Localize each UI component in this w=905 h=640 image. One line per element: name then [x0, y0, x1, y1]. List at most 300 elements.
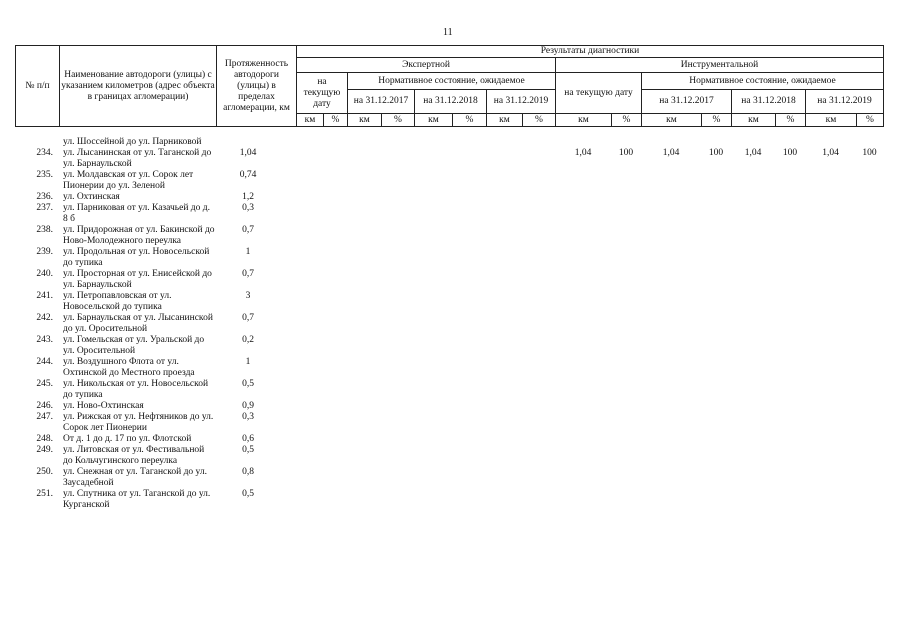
row-value [296, 467, 323, 489]
road-length: 1,2 [242, 192, 254, 202]
row-value [381, 203, 414, 225]
row-value [323, 467, 347, 489]
row-value [775, 269, 805, 291]
row-value [775, 412, 805, 434]
col-length-header: Протяженность автодороги (улицы) в пределах агломерации, км [217, 46, 297, 127]
row-number: 235. [36, 170, 53, 180]
row-value [555, 269, 611, 291]
row-value [701, 445, 731, 467]
row-value [641, 203, 701, 225]
row-value [805, 313, 856, 335]
row-value [323, 291, 347, 313]
row-value [522, 379, 555, 401]
table-row [15, 434, 883, 445]
road-length: 0,5 [242, 489, 254, 499]
row-value [452, 445, 486, 467]
row-value [381, 170, 414, 192]
row-value [486, 379, 522, 401]
row-value [347, 247, 381, 269]
row-value [347, 467, 381, 489]
row-value [452, 467, 486, 489]
row-value [452, 291, 486, 313]
row-value [805, 379, 856, 401]
row-value [701, 269, 731, 291]
row-value [856, 170, 883, 192]
table-header [15, 45, 884, 127]
row-value [323, 412, 347, 434]
unit-pct: % [453, 114, 487, 127]
row-value [611, 335, 641, 357]
row-value [611, 379, 641, 401]
row-value [486, 192, 522, 203]
row-value: 1,04 [744, 148, 762, 158]
row-number: 251. [36, 489, 53, 499]
row-value [296, 203, 323, 225]
row-value [701, 247, 731, 269]
row-value [701, 401, 731, 412]
row-number: 236. [36, 192, 53, 202]
row-value: 100 [708, 148, 724, 158]
row-value [731, 401, 775, 412]
row-value [323, 401, 347, 412]
row-value [381, 247, 414, 269]
row-value [611, 313, 641, 335]
row-value [522, 412, 555, 434]
row-value [611, 489, 641, 511]
row-value [731, 445, 775, 467]
row-value [296, 192, 323, 203]
row-value [805, 445, 856, 467]
row-value [775, 467, 805, 489]
unit-km: км [487, 114, 523, 127]
row-value [856, 401, 883, 412]
row-value [486, 247, 522, 269]
row-value [296, 170, 323, 192]
row-value [486, 357, 522, 379]
row-value [414, 313, 452, 335]
road-length: 0,9 [242, 401, 254, 411]
row-value [522, 401, 555, 412]
road-name: ул. Воздушного Флота от ул. Охтинской до Местного проезда [63, 357, 195, 378]
row-value [641, 192, 701, 203]
unit-pct: % [523, 114, 556, 127]
row-value [555, 445, 611, 467]
row-number: 243. [36, 335, 53, 345]
table-row [15, 412, 883, 434]
row-value [775, 379, 805, 401]
road-name: От д. 1 до д. 17 по ул. Флотской [63, 434, 192, 444]
row-value [701, 203, 731, 225]
row-value [452, 401, 486, 412]
road-length: 0,5 [242, 445, 254, 455]
row-value [522, 192, 555, 203]
expert-date-2018: на 31.12.2018 [415, 90, 487, 114]
row-value [701, 379, 731, 401]
row-value [381, 489, 414, 511]
table-row [15, 203, 883, 225]
row-value [856, 225, 883, 247]
row-value [452, 489, 486, 511]
row-value [452, 148, 486, 170]
row-value [347, 313, 381, 335]
row-value [414, 148, 452, 170]
row-value [486, 203, 522, 225]
row-value [414, 401, 452, 412]
row-value [555, 291, 611, 313]
row-value [805, 225, 856, 247]
road-name: ул. Лысанинская от ул. Таганской до ул. Барнаульской [63, 148, 212, 169]
row-value [522, 269, 555, 291]
row-value [731, 225, 775, 247]
row-value [805, 357, 856, 379]
row-number: 247. [36, 412, 53, 422]
table-row [15, 401, 883, 412]
road-length: 0,6 [242, 434, 254, 444]
row-value [775, 291, 805, 313]
row-value [414, 335, 452, 357]
row-value [414, 412, 452, 434]
row-value [323, 379, 347, 401]
expert-date-2017: на 31.12.2017 [348, 90, 415, 114]
expert-date-2019: на 31.12.2019 [487, 90, 556, 114]
row-value [414, 357, 452, 379]
row-value [701, 313, 731, 335]
instr-current-header: на текущую дату [556, 73, 642, 114]
row-value [731, 247, 775, 269]
table-body [15, 137, 883, 511]
row-value [856, 313, 883, 335]
road-length: 3 [245, 291, 251, 301]
row-value [381, 357, 414, 379]
col-name-header: Наименование автодороги (улицы) с указанием километров (адрес объекта в границах агломерации) [60, 46, 217, 127]
road-name: ул. Снежная от ул. Таганской до ул. Заусадебной [63, 467, 207, 488]
row-value [701, 357, 731, 379]
row-value [486, 269, 522, 291]
row-value [856, 335, 883, 357]
row-value [701, 170, 731, 192]
row-value [856, 357, 883, 379]
row-value [611, 269, 641, 291]
row-value [731, 379, 775, 401]
row-value: 1,04 [574, 148, 592, 158]
instr-normative-header: Нормативное состояние, ожидаемое [642, 73, 884, 90]
row-value: 1,04 [662, 148, 680, 158]
road-name: ул. Барнаульская от ул. Лысанинской до ул. Оросительной [63, 313, 213, 334]
row-value [805, 335, 856, 357]
row-value [555, 335, 611, 357]
row-value [805, 203, 856, 225]
row-value [856, 192, 883, 203]
row-value [347, 412, 381, 434]
row-value [731, 412, 775, 434]
row-value [731, 335, 775, 357]
row-value [522, 357, 555, 379]
row-value [347, 291, 381, 313]
row-value [856, 247, 883, 269]
row-value [701, 137, 731, 148]
row-number: 241. [36, 291, 53, 301]
row-value [611, 192, 641, 203]
row-value [805, 170, 856, 192]
row-value [775, 489, 805, 511]
row-value [296, 137, 323, 148]
row-value [347, 401, 381, 412]
row-value [775, 357, 805, 379]
row-value [323, 335, 347, 357]
row-value [731, 357, 775, 379]
row-value [486, 313, 522, 335]
row-value [555, 357, 611, 379]
row-value [381, 379, 414, 401]
road-length: 1 [245, 247, 251, 257]
road-name: ул. Придорожная от ул. Бакинской до Ново-Молодежного переулка [63, 225, 215, 246]
row-value [701, 434, 731, 445]
row-value [381, 148, 414, 170]
row-value [414, 192, 452, 203]
row-value [522, 225, 555, 247]
row-value [522, 489, 555, 511]
row-value [323, 148, 347, 170]
expert-header: Экспертной [297, 58, 556, 73]
road-length [216, 137, 296, 148]
row-value [856, 467, 883, 489]
road-name: ул. Петропавловская от ул. Новосельской до тупика [63, 291, 172, 312]
row-value [414, 170, 452, 192]
row-value [486, 137, 522, 148]
expert-normative-header: Нормативное состояние, ожидаемое [348, 73, 556, 90]
row-number: 248. [36, 434, 53, 444]
row-value [856, 412, 883, 434]
row-value [486, 412, 522, 434]
row-value [775, 137, 805, 148]
row-value [611, 203, 641, 225]
row-value [555, 247, 611, 269]
row-value [555, 203, 611, 225]
row-value [522, 291, 555, 313]
row-value [452, 412, 486, 434]
row-value [641, 137, 701, 148]
row-value [414, 445, 452, 467]
road-length: 0,7 [242, 225, 254, 235]
row-value [347, 335, 381, 357]
row-value [381, 434, 414, 445]
row-value [805, 401, 856, 412]
road-name: ул. Охтинская [63, 192, 120, 202]
row-value [555, 412, 611, 434]
row-value [486, 434, 522, 445]
row-value [323, 203, 347, 225]
row-value [414, 225, 452, 247]
row-value [555, 192, 611, 203]
row-value [731, 434, 775, 445]
row-value [323, 357, 347, 379]
row-value [347, 357, 381, 379]
row-value [856, 203, 883, 225]
table-row [15, 313, 883, 335]
row-value [323, 434, 347, 445]
row-value [641, 225, 701, 247]
results-header: Результаты диагностики [297, 46, 884, 58]
row-value [522, 247, 555, 269]
table-row [15, 170, 883, 192]
row-value [856, 434, 883, 445]
row-number: 250. [36, 467, 53, 477]
row-value [641, 170, 701, 192]
row-value [611, 170, 641, 192]
unit-km: км [348, 114, 382, 127]
row-value: 100 [862, 148, 877, 158]
table-row [15, 379, 883, 401]
row-value [731, 170, 775, 192]
road-name: ул. Никольская от ул. Новосельской до тупика [63, 379, 209, 400]
row-value [775, 203, 805, 225]
row-value [731, 489, 775, 511]
row-value [323, 445, 347, 467]
row-value [775, 401, 805, 412]
row-value [381, 269, 414, 291]
row-value [486, 401, 522, 412]
row-value [555, 225, 611, 247]
row-value [775, 247, 805, 269]
row-value [731, 467, 775, 489]
row-value [452, 335, 486, 357]
row-value [452, 170, 486, 192]
row-value [641, 412, 701, 434]
row-value [486, 170, 522, 192]
row-value [611, 445, 641, 467]
table-row [15, 225, 883, 247]
table-row [15, 335, 883, 357]
unit-km: км [806, 114, 857, 127]
row-value [805, 192, 856, 203]
road-length: 0,2 [242, 335, 254, 345]
row-value [555, 401, 611, 412]
road-name: ул. Молдавская от ул. Сорок лет Пионерии до ул. Зеленой [63, 170, 194, 191]
row-number [15, 137, 59, 148]
row-value [731, 203, 775, 225]
row-value [805, 489, 856, 511]
row-value [347, 192, 381, 203]
instr-date-2018: на 31.12.2018 [732, 90, 806, 114]
row-value [323, 225, 347, 247]
row-value [296, 489, 323, 511]
row-value [641, 445, 701, 467]
row-value [323, 192, 347, 203]
row-value [805, 269, 856, 291]
row-value [323, 313, 347, 335]
road-length: 1 [245, 357, 251, 367]
row-value [856, 137, 883, 148]
row-value [611, 434, 641, 445]
row-value [452, 434, 486, 445]
row-value [347, 269, 381, 291]
row-value [611, 137, 641, 148]
row-value [414, 379, 452, 401]
row-value [296, 401, 323, 412]
row-value [731, 313, 775, 335]
row-value [486, 291, 522, 313]
row-value [701, 225, 731, 247]
instr-date-2019: на 31.12.2019 [806, 90, 884, 114]
road-length: 0,7 [242, 313, 254, 323]
table-row [15, 489, 883, 511]
row-value [347, 379, 381, 401]
row-value [296, 379, 323, 401]
row-value [856, 489, 883, 511]
row-value [555, 489, 611, 511]
row-value [414, 247, 452, 269]
row-value [731, 137, 775, 148]
row-value [641, 269, 701, 291]
row-value [381, 192, 414, 203]
row-value [347, 137, 381, 148]
row-value [701, 192, 731, 203]
row-value [323, 269, 347, 291]
row-value [775, 192, 805, 203]
road-name: ул. Гомельская от ул. Уральской до ул. Оросительной [63, 335, 205, 356]
row-value [296, 445, 323, 467]
row-value [611, 412, 641, 434]
road-name: ул. Ново-Охтинская [63, 401, 144, 411]
road-length: 0,3 [242, 203, 254, 213]
row-value [296, 148, 323, 170]
table-row [15, 192, 883, 203]
row-value [452, 203, 486, 225]
row-value [296, 269, 323, 291]
row-value [381, 225, 414, 247]
row-value [296, 291, 323, 313]
row-value [805, 137, 856, 148]
row-value [486, 445, 522, 467]
row-value [701, 489, 731, 511]
row-value [641, 247, 701, 269]
row-value: 100 [618, 148, 634, 158]
row-value [522, 203, 555, 225]
row-number: 240. [36, 269, 53, 279]
row-value [522, 445, 555, 467]
row-value [381, 445, 414, 467]
row-value [522, 137, 555, 148]
table-row [15, 148, 883, 170]
row-value [414, 137, 452, 148]
row-value [611, 247, 641, 269]
row-value [296, 357, 323, 379]
road-name: ул. Рижская от ул. Нефтяников до ул. Сорок лет Пионерии [63, 412, 214, 433]
row-value [522, 434, 555, 445]
row-value [775, 170, 805, 192]
road-name: ул. Шоссейной до ул. Парниковой [63, 137, 202, 147]
row-value [805, 247, 856, 269]
row-value [641, 379, 701, 401]
row-number: 242. [36, 313, 53, 323]
row-number: 234. [36, 148, 53, 158]
row-value [611, 401, 641, 412]
row-value [347, 445, 381, 467]
row-value [641, 335, 701, 357]
road-length: 0,8 [242, 467, 254, 477]
row-value [452, 357, 486, 379]
row-value [323, 247, 347, 269]
row-value [805, 467, 856, 489]
row-value [296, 225, 323, 247]
row-value [323, 170, 347, 192]
road-name: ул. Парниковая от ул. Казачьей до д. 8 б [63, 203, 210, 224]
row-number: 246. [36, 401, 53, 411]
road-length: 0,7 [242, 269, 254, 279]
row-number: 244. [36, 357, 53, 367]
row-value [555, 434, 611, 445]
road-length: 1,04 [239, 148, 257, 158]
